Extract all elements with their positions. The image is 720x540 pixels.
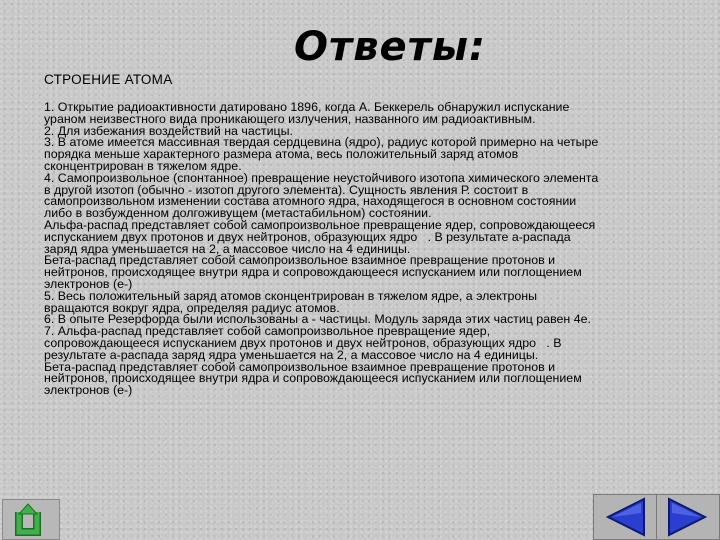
text-line: 6. В опыте Резерфорда были использованы a - частицы. Модуль заряда этих частиц равен 4e.	[44, 312, 591, 327]
text-line: 3. В атоме имеется массивная твердая сердцевина (ядро), радиус которой примерно на четыре	[44, 135, 599, 150]
page-title: Ответы:	[294, 24, 486, 70]
text-line: 7. Альфа-распад представляет собой самопроизвольное превращение ядер,	[44, 324, 491, 339]
text-line: ураном неизвестного вида проникающего излучения, названного им радиоактивным.	[44, 111, 536, 126]
text-line: 1. Открытие радиоактивности датировано 1896, когда А. Беккерель обнаружил испускание	[44, 100, 570, 114]
text-line: 2. Для избежания воздействий на частицы.	[44, 123, 293, 138]
previous-slide-button[interactable]	[593, 494, 657, 540]
text-line: 5. Весь положительный заряд атомов сконцентрирован в тяжелом ядре, а электроны	[44, 288, 538, 303]
text-line: Альфа-распад представляет собой самопроизвольное превращение ядер, сопровождающееся	[44, 217, 596, 232]
text-line: электронов (e-)	[44, 383, 133, 398]
home-button[interactable]	[2, 499, 60, 540]
triangle-right-icon	[657, 495, 719, 539]
triangle-left-icon	[594, 495, 656, 539]
text-line: 4. Самопроизвольное (спонтанное) превращение неустойчивого изотопа химического элемента	[44, 170, 599, 185]
text-line: нейтронов, происходящее внутри ядра и сопровождающееся испусканием или поглощением	[44, 265, 582, 280]
text-line: испусканием двух протонов и двух нейтронов, образующих ядро . В результате a-распада	[44, 229, 571, 244]
text-line: порядка меньше характерного размера атома, весь положительный заряд атомов	[44, 147, 519, 162]
text-line: либо в возбужденном долгоживущем (метастабильном) состоянии.	[44, 206, 432, 221]
text-line: результате a-распада заряд ядра уменьшается на 2, а массовое число на 4 единицы.	[44, 347, 539, 362]
text-line: самопроизвольном изменении состава атомного ядра, находящегося в основном состоянии	[44, 194, 577, 209]
text-line: заряд ядра уменьшается на 2, а массовое число на 4 единицы.	[44, 241, 411, 256]
text-line: Бета-распад представляет собой самопроизвольное взаимное превращение протонов и	[44, 359, 556, 374]
text-line: Бета-распад представляет собой самопроизвольное взаимное превращение протонов и	[44, 253, 556, 268]
answers-text	[44, 102, 694, 397]
section-heading: СТРОЕНИЕ АТОМА	[44, 72, 173, 87]
u-turn-arrow-icon	[3, 500, 59, 539]
text-line: в другой изотоп (обычно - изотоп другого элемента). Сущность явления Р. состоит в	[44, 182, 529, 197]
text-line: сопровождающееся испусканием двух протонов и двух нейтронов, образующих ядро . В	[44, 335, 562, 350]
text-line: сконцентрирован в тяжелом ядре.	[44, 158, 242, 173]
next-slide-button[interactable]	[656, 494, 720, 540]
text-line: нейтронов, происходящее внутри ядра и сопровождающееся испусканием или поглощением	[44, 371, 582, 386]
text-line: вращаются вокруг ядра, определяя радиус атомов.	[44, 300, 340, 315]
text-line: электронов (e-)	[44, 276, 133, 291]
